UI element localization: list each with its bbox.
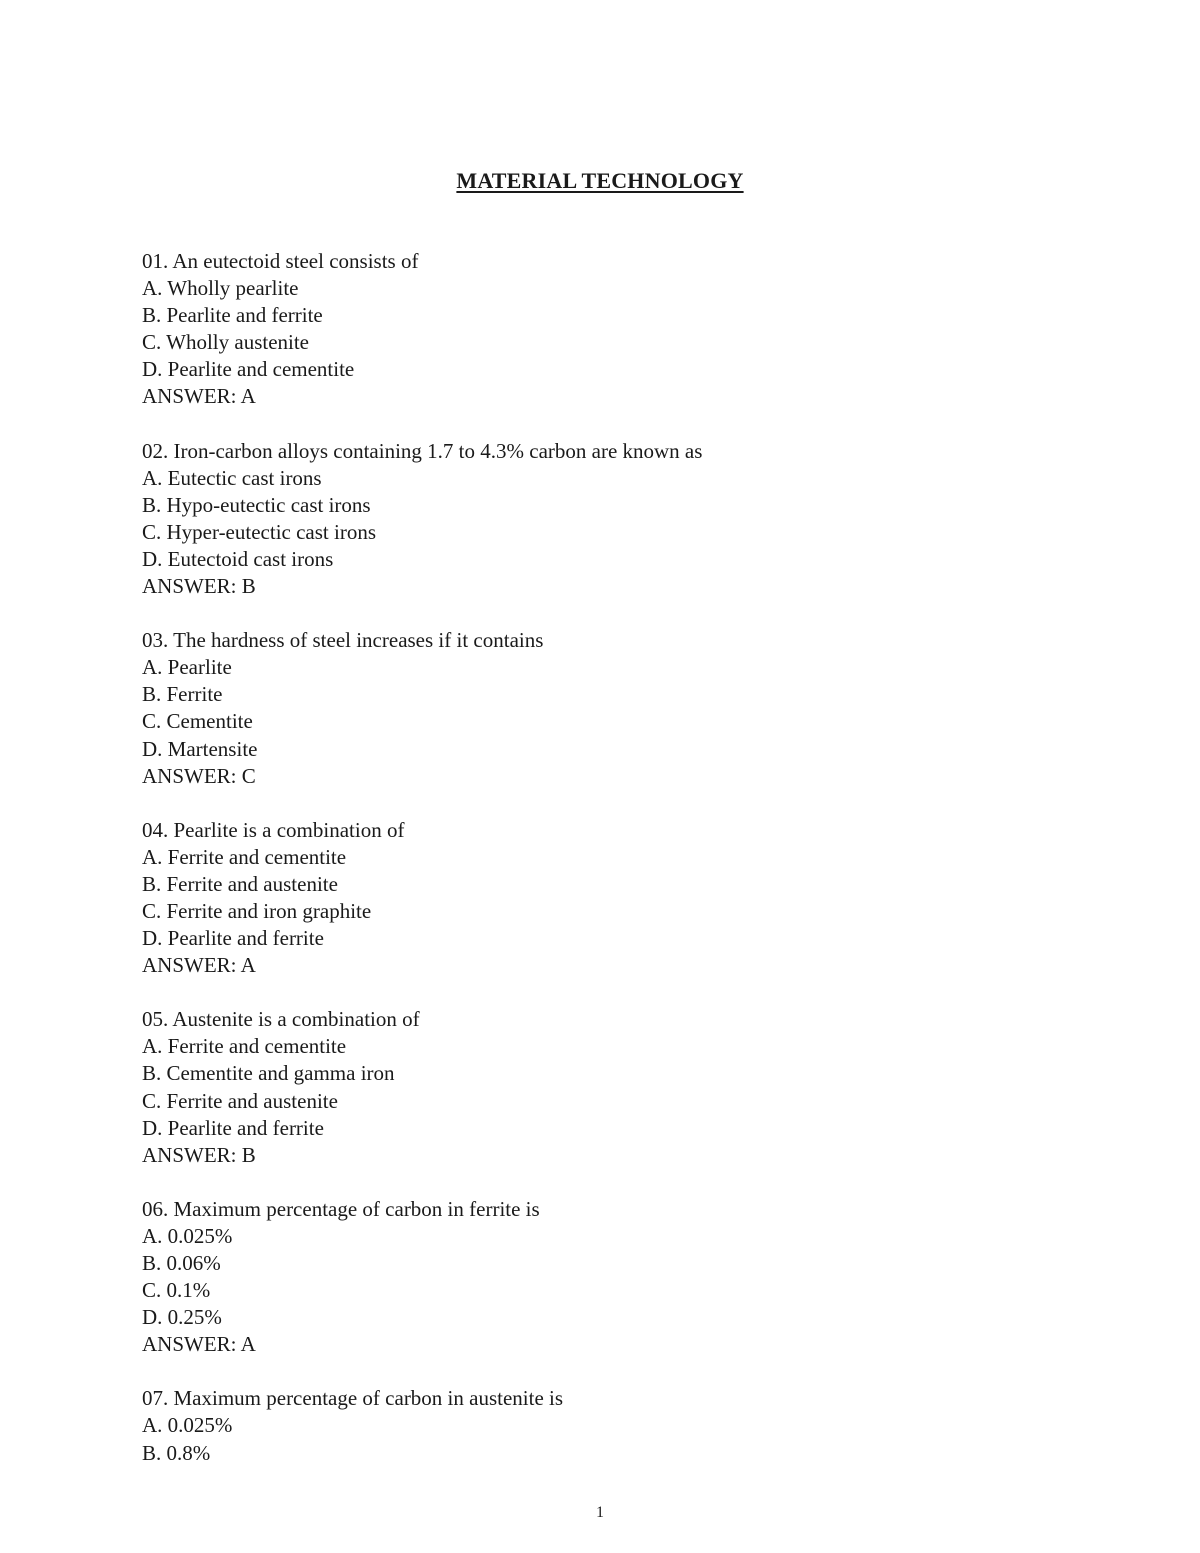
option-b: B. Ferrite and austenite: [142, 871, 338, 896]
question-stem: 03. The hardness of steel increases if it contains: [142, 628, 544, 653]
question-block: [142, 627, 1042, 790]
option-d: D. 0.25%: [142, 1305, 222, 1330]
question-stem: 02. Iron-carbon alloys containing 1.7 to 4.3% carbon are known as: [142, 438, 703, 463]
option-d: D. Martensite: [142, 736, 258, 761]
page-number: 1: [596, 1504, 604, 1521]
question-stem: 06. Maximum percentage of carbon in ferrite is: [142, 1196, 540, 1221]
answer-line: ANSWER: A: [142, 953, 256, 978]
option-c: C. Cementite: [142, 709, 253, 734]
option-b: B. Hypo-eutectic cast irons: [142, 492, 371, 517]
answer-line: ANSWER: A: [142, 1332, 256, 1357]
option-d: D. Pearlite and cementite: [142, 357, 355, 382]
option-a: A. Eutectic cast irons: [142, 465, 322, 490]
option-a: A. Pearlite: [142, 655, 232, 680]
option-b: B. 0.06%: [142, 1251, 221, 1275]
question-list: [142, 248, 1042, 1494]
question-stem: 04. Pearlite is a combination of: [142, 817, 405, 842]
option-d: D. Pearlite and ferrite: [142, 1115, 324, 1140]
question-block: [142, 1196, 1042, 1359]
option-b: B. Cementite and gamma iron: [142, 1061, 395, 1086]
answer-line: ANSWER: C: [142, 763, 256, 788]
option-b: B. Pearlite and ferrite: [142, 303, 323, 328]
option-d: D. Eutectoid cast irons: [142, 546, 334, 571]
question-block: [142, 248, 1042, 411]
question-block: [142, 438, 1042, 601]
option-c: C. Ferrite and iron graphite: [142, 898, 372, 923]
answer-line: ANSWER: A: [142, 384, 256, 409]
option-a: A. Ferrite and cementite: [142, 844, 347, 869]
question-stem: 05. Austenite is a combination of: [142, 1007, 420, 1032]
option-c: C. Hyper-eutectic cast irons: [142, 519, 376, 544]
answer-line: ANSWER: B: [142, 1142, 256, 1167]
page-title: MATERIAL TECHNOLOGY: [456, 168, 744, 193]
option-d: D. Pearlite and ferrite: [142, 926, 324, 951]
answer-line: ANSWER: B: [142, 574, 256, 599]
option-a: A. 0.025%: [142, 1413, 233, 1438]
question-stem: 01. An eutectoid steel consists of: [142, 249, 419, 273]
option-a: A. Wholly pearlite: [142, 276, 299, 301]
question-block: [142, 817, 1042, 980]
question-stem: 07. Maximum percentage of carbon in austenite is: [142, 1386, 564, 1411]
question-block: [142, 1385, 1042, 1466]
option-c: C. Ferrite and austenite: [142, 1088, 338, 1113]
option-a: A. 0.025%: [142, 1223, 233, 1248]
option-a: A. Ferrite and cementite: [142, 1034, 347, 1059]
option-c: C. Wholly austenite: [142, 330, 310, 355]
option-b: B. Ferrite: [142, 682, 223, 707]
question-block: [142, 1006, 1042, 1169]
option-b: B. 0.8%: [142, 1440, 211, 1465]
option-c: C. 0.1%: [142, 1278, 211, 1303]
